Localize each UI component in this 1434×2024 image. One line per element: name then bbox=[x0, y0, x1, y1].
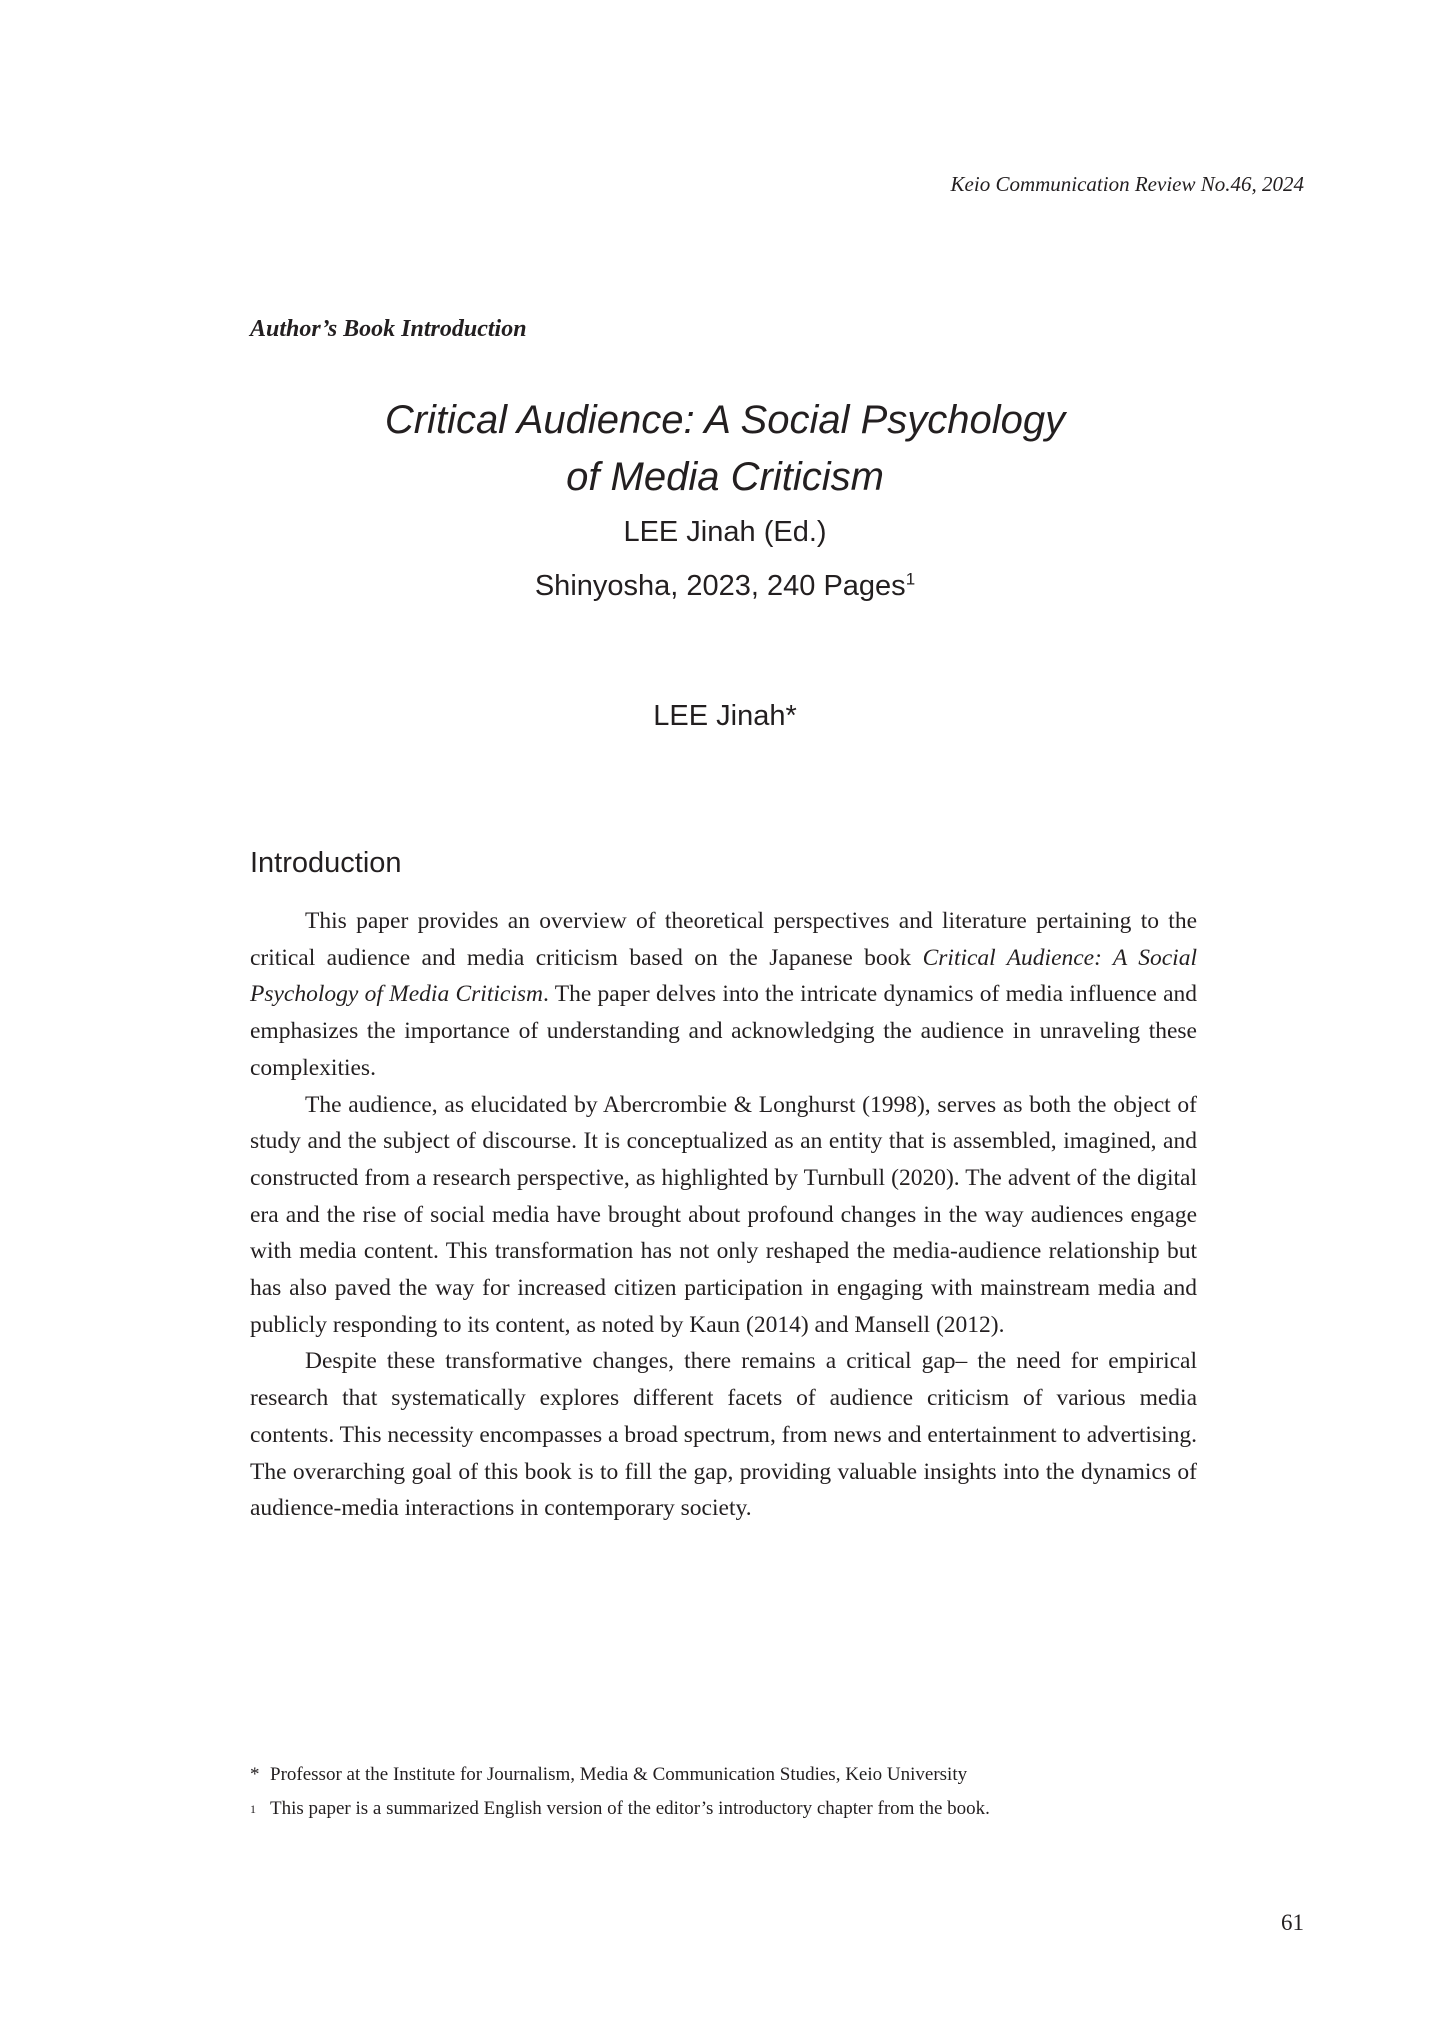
paragraph-1 bbox=[250, 903, 1197, 1087]
footnote-mark: * bbox=[250, 1764, 260, 1785]
journal-header: Keio Communication Review No.46, 2024 bbox=[950, 172, 1304, 196]
page-number: 61 bbox=[1281, 1910, 1304, 1935]
paragraph-1-text: This paper provides an overview of theoretical perspectives and literature pertaining to the critical audience and media criticism based on the Japanese book bbox=[250, 908, 1197, 971]
footnote-ref: 1 bbox=[905, 569, 916, 589]
footnotes bbox=[250, 1758, 990, 1826]
paragraph-2: The audience, as elucidated by Abercrombie & Longhurst (1998), serves as both the object of study and the subject of discourse. It is conceptualized as an entity that is assembled, imagined, and constructed from a research perspective, as highlighted by Turnbull (2020). The advent of the digital era and the rise of social media have brought about profound changes in the way audiences engage with media content. This transformation has not only reshaped the media-audience relationship but has also paved the way for increased citizen participation in engaging with mainstream media and publicly responding to its content, as noted by Kaun (2014) and Mansell (2012). bbox=[250, 1091, 1197, 1338]
book-title-italic: Critical Audience: A Social Psychology of Media Criticism bbox=[250, 944, 1197, 1008]
footnote-mark: 1 bbox=[250, 1802, 256, 1816]
book-title-line-2: of Media Criticism bbox=[566, 455, 884, 499]
introduction-body bbox=[250, 903, 1197, 1527]
footnote bbox=[250, 1792, 990, 1826]
paragraph-3: Despite these transformative changes, there remains a critical gap– the need for empirical research that systematically explores different facets of audience criticism of various media contents. This necessity encompasses a broad spectrum, from news and entertainment to advertising. The overarching goal of this book is to fill the gap, providing valuable insights into the dynamics of audience-media interactions in contemporary society. bbox=[250, 1348, 1197, 1522]
publication-info bbox=[0, 570, 1434, 603]
paper-author: LEE Jinah* bbox=[653, 700, 797, 732]
footnote bbox=[250, 1758, 990, 1792]
publication-text: Shinyosha, 2023, 240 Pages bbox=[534, 570, 906, 602]
footnote-text: Professor at the Institute for Journalism, Media & Communication Studies, Keio University bbox=[270, 1764, 968, 1785]
section-heading-introduction: Introduction bbox=[250, 847, 402, 879]
section-label: Author’s Book Introduction bbox=[250, 316, 527, 342]
footnote-text: This paper is a summarized English version of the editor’s introductory chapter from the book. bbox=[270, 1798, 990, 1819]
paragraph-1-text-end: . The paper delves into the intricate dynamics of media influence and emphasizes the importance of understanding and acknowledging the audience in unraveling these complexities. bbox=[250, 981, 1197, 1081]
book-title-line-1: Critical Audience: A Social Psychology bbox=[384, 398, 1066, 442]
book-editor: LEE Jinah (Ed.) bbox=[623, 516, 827, 548]
